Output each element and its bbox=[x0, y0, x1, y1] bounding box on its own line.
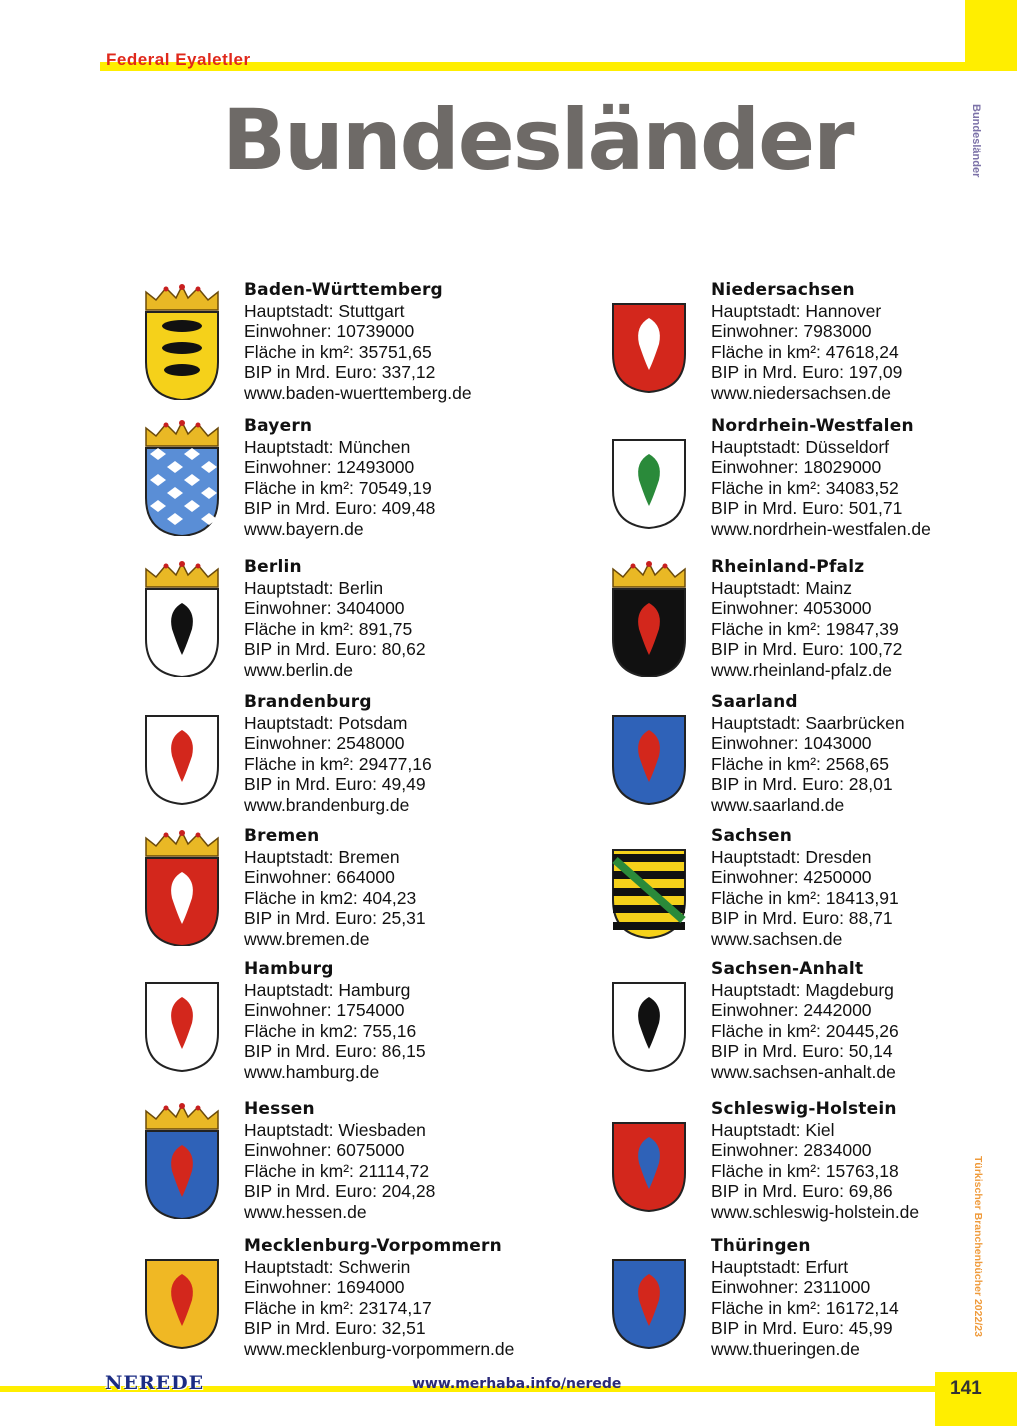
state-entry bbox=[607, 416, 1017, 551]
state-info bbox=[244, 280, 472, 403]
state-area: Fläche in km²: 47618,24 bbox=[711, 341, 899, 362]
side-tab-label: Bundesländer bbox=[970, 104, 982, 178]
mecklenburg-vorpommern-coat-of-arms-icon bbox=[140, 1250, 224, 1368]
state-area: Fläche in km²: 35751,65 bbox=[244, 341, 432, 362]
state-capital: Hauptstadt: Bremen bbox=[244, 846, 400, 867]
state-capital: Hauptstadt: Wiesbaden bbox=[244, 1119, 426, 1140]
state-info bbox=[244, 1099, 435, 1222]
state-capital: Hauptstadt: Dresden bbox=[711, 846, 872, 867]
state-capital: Hauptstadt: Düsseldorf bbox=[711, 436, 890, 457]
state-name: Thüringen bbox=[711, 1236, 811, 1256]
state-population: Einwohner: 4250000 bbox=[711, 867, 872, 887]
state-gdp: BIP in Mrd. Euro: 28,01 bbox=[711, 774, 893, 794]
state-entry bbox=[607, 280, 1017, 415]
state-gdp: BIP in Mrd. Euro: 50,14 bbox=[711, 1041, 893, 1061]
state-info bbox=[244, 959, 426, 1082]
state-area: Fläche in km²: 21114,72 bbox=[244, 1160, 430, 1181]
page-number: 141 bbox=[950, 1378, 982, 1399]
state-entry bbox=[140, 959, 600, 1094]
state-website[interactable]: www.bayern.de bbox=[244, 518, 364, 539]
state-entry bbox=[607, 826, 1017, 961]
state-population: Einwohner: 2442000 bbox=[711, 1000, 872, 1020]
state-website[interactable]: www.niedersachsen.de bbox=[711, 382, 891, 403]
state-population: Einwohner: 1043000 bbox=[711, 733, 872, 753]
state-population: Einwohner: 10739000 bbox=[244, 321, 415, 341]
nerede-logo[interactable]: NEREDE bbox=[105, 1372, 205, 1394]
state-area: Fläche in km²: 15763,18 bbox=[711, 1160, 899, 1181]
state-population: Einwohner: 12493000 bbox=[244, 457, 415, 477]
state-name: Baden-Württemberg bbox=[244, 280, 443, 300]
state-name: Schleswig-Holstein bbox=[711, 1099, 897, 1119]
state-population: Einwohner: 1754000 bbox=[244, 1000, 405, 1020]
state-website[interactable]: www.berlin.de bbox=[244, 659, 353, 680]
state-info bbox=[711, 1236, 899, 1359]
state-gdp: BIP in Mrd. Euro: 80,62 bbox=[244, 639, 426, 659]
state-website[interactable]: www.rheinland-pfalz.de bbox=[711, 659, 892, 680]
state-gdp: BIP in Mrd. Euro: 25,31 bbox=[244, 908, 426, 928]
state-capital: Hauptstadt: Hamburg bbox=[244, 979, 411, 1000]
state-population: Einwohner: 3404000 bbox=[244, 598, 405, 618]
schleswig-holstein-coat-of-arms-icon bbox=[607, 1113, 691, 1231]
state-entry bbox=[607, 1236, 1017, 1371]
state-area: Fläche in km²: 891,75 bbox=[244, 618, 413, 639]
sachsen-coat-of-arms-icon bbox=[607, 840, 691, 958]
state-info bbox=[711, 826, 899, 949]
state-capital: Hauptstadt: Stuttgart bbox=[244, 300, 405, 321]
state-gdp: BIP in Mrd. Euro: 49,49 bbox=[244, 774, 426, 794]
state-website[interactable]: www.schleswig-holstein.de bbox=[711, 1201, 920, 1222]
state-capital: Hauptstadt: Mainz bbox=[711, 577, 853, 598]
state-area: Fläche in km²: 16172,14 bbox=[711, 1297, 899, 1318]
state-area: Fläche in km²: 18413,91 bbox=[711, 887, 899, 908]
corner-accent bbox=[965, 0, 1017, 71]
state-capital: Hauptstadt: Saarbrücken bbox=[711, 712, 905, 733]
state-info bbox=[244, 692, 432, 815]
state-website[interactable]: www.saarland.de bbox=[711, 794, 845, 815]
state-population: Einwohner: 18029000 bbox=[711, 457, 882, 477]
state-capital: Hauptstadt: Erfurt bbox=[711, 1256, 849, 1277]
hamburg-coat-of-arms-icon bbox=[140, 973, 224, 1091]
state-name: Bayern bbox=[244, 416, 313, 436]
state-entry bbox=[607, 692, 1017, 827]
state-population: Einwohner: 4053000 bbox=[711, 598, 872, 618]
state-website[interactable]: www.hamburg.de bbox=[244, 1061, 380, 1082]
state-entry bbox=[140, 1099, 600, 1234]
state-area: Fläche in km²: 29477,16 bbox=[244, 753, 432, 774]
state-info bbox=[711, 557, 902, 680]
state-population: Einwohner: 1694000 bbox=[244, 1277, 405, 1297]
state-population: Einwohner: 664000 bbox=[244, 867, 395, 887]
state-info bbox=[711, 416, 931, 539]
state-info bbox=[244, 826, 426, 949]
berlin-coat-of-arms-icon bbox=[140, 559, 224, 677]
hessen-coat-of-arms-icon bbox=[140, 1101, 224, 1219]
state-website[interactable]: www.sachsen-anhalt.de bbox=[711, 1061, 896, 1082]
state-website[interactable]: www.baden-wuerttemberg.de bbox=[244, 382, 472, 403]
state-gdp: BIP in Mrd. Euro: 204,28 bbox=[244, 1181, 436, 1201]
state-name: Saarland bbox=[711, 692, 798, 712]
state-capital: Hauptstadt: Hannover bbox=[711, 300, 882, 321]
state-info bbox=[244, 557, 426, 680]
state-name: Brandenburg bbox=[244, 692, 372, 712]
state-gdp: BIP in Mrd. Euro: 501,71 bbox=[711, 498, 903, 518]
state-entry bbox=[607, 557, 1017, 692]
state-website[interactable]: www.brandenburg.de bbox=[244, 794, 410, 815]
bayern-coat-of-arms-icon bbox=[140, 418, 224, 536]
state-info bbox=[711, 280, 902, 403]
state-capital: Hauptstadt: Berlin bbox=[244, 577, 384, 598]
state-capital: Hauptstadt: Potsdam bbox=[244, 712, 408, 733]
state-capital: Hauptstadt: Schwerin bbox=[244, 1256, 411, 1277]
saarland-coat-of-arms-icon bbox=[607, 706, 691, 824]
state-website[interactable]: www.mecklenburg-vorpommern.de bbox=[244, 1338, 515, 1359]
state-entry bbox=[607, 959, 1017, 1094]
state-area: Fläche in km²: 70549,19 bbox=[244, 477, 432, 498]
state-name: Nordrhein-Westfalen bbox=[711, 416, 914, 436]
state-website[interactable]: www.bremen.de bbox=[244, 928, 370, 949]
publication-label: Türkischer Branchenbücher 2022/23 bbox=[972, 1156, 984, 1337]
state-info bbox=[244, 1236, 514, 1359]
footer-url[interactable]: www.merhaba.info/nerede bbox=[412, 1376, 622, 1392]
state-population: Einwohner: 2834000 bbox=[711, 1140, 872, 1160]
state-entry bbox=[140, 826, 600, 961]
state-name: Berlin bbox=[244, 557, 302, 577]
state-gdp: BIP in Mrd. Euro: 86,15 bbox=[244, 1041, 426, 1061]
state-name: Hamburg bbox=[244, 959, 334, 979]
state-area: Fläche in km²: 34083,52 bbox=[711, 477, 899, 498]
state-entry bbox=[607, 1099, 1017, 1234]
state-entry bbox=[140, 280, 600, 415]
state-name: Sachsen-Anhalt bbox=[711, 959, 864, 979]
state-area: Fläche in km²: 19847,39 bbox=[711, 618, 899, 639]
state-area: Fläche in km2: 755,16 bbox=[244, 1020, 417, 1041]
state-population: Einwohner: 6075000 bbox=[244, 1140, 405, 1160]
state-capital: Hauptstadt: Kiel bbox=[711, 1119, 835, 1140]
state-gdp: BIP in Mrd. Euro: 409,48 bbox=[244, 498, 436, 518]
state-info bbox=[244, 416, 435, 539]
state-population: Einwohner: 2311000 bbox=[711, 1277, 871, 1297]
niedersachsen-coat-of-arms-icon bbox=[607, 294, 691, 412]
rheinland-pfalz-coat-of-arms-icon bbox=[607, 559, 691, 677]
state-website[interactable]: www.thueringen.de bbox=[711, 1338, 860, 1359]
state-entry bbox=[140, 692, 600, 827]
thueringen-coat-of-arms-icon bbox=[607, 1250, 691, 1368]
state-population: Einwohner: 7983000 bbox=[711, 321, 872, 341]
state-capital: Hauptstadt: München bbox=[244, 436, 411, 457]
sachsen-anhalt-coat-of-arms-icon bbox=[607, 973, 691, 1091]
state-population: Einwohner: 2548000 bbox=[244, 733, 405, 753]
state-gdp: BIP in Mrd. Euro: 197,09 bbox=[711, 362, 903, 382]
state-entry bbox=[140, 416, 600, 551]
brandenburg-coat-of-arms-icon bbox=[140, 706, 224, 824]
state-area: Fläche in km²: 20445,26 bbox=[711, 1020, 899, 1041]
state-name: Mecklenburg-Vorpommern bbox=[244, 1236, 502, 1256]
baden-wuerttemberg-coat-of-arms-icon bbox=[140, 282, 224, 400]
state-name: Sachsen bbox=[711, 826, 793, 846]
state-gdp: BIP in Mrd. Euro: 45,99 bbox=[711, 1318, 893, 1338]
state-website[interactable]: www.nordrhein-westfalen.de bbox=[711, 518, 931, 539]
state-gdp: BIP in Mrd. Euro: 69,86 bbox=[711, 1181, 893, 1201]
state-info bbox=[711, 692, 905, 815]
state-gdp: BIP in Mrd. Euro: 88,71 bbox=[711, 908, 893, 928]
page-title: Bundesländer bbox=[222, 91, 853, 189]
state-entry bbox=[140, 557, 600, 692]
state-area: Fläche in km2: 404,23 bbox=[244, 887, 417, 908]
state-gdp: BIP in Mrd. Euro: 100,72 bbox=[711, 639, 903, 659]
state-name: Bremen bbox=[244, 826, 320, 846]
state-info bbox=[711, 1099, 919, 1222]
state-area: Fläche in km²: 23174,17 bbox=[244, 1297, 432, 1318]
state-gdp: BIP in Mrd. Euro: 337,12 bbox=[244, 362, 436, 382]
section-label: Federal Eyaletler bbox=[106, 50, 251, 69]
nordrhein-westfalen-coat-of-arms-icon bbox=[607, 430, 691, 548]
state-website[interactable]: www.sachsen.de bbox=[711, 928, 843, 949]
state-capital: Hauptstadt: Magdeburg bbox=[711, 979, 894, 1000]
state-gdp: BIP in Mrd. Euro: 32,51 bbox=[244, 1318, 426, 1338]
state-name: Niedersachsen bbox=[711, 280, 855, 300]
state-name: Hessen bbox=[244, 1099, 315, 1119]
state-info bbox=[711, 959, 899, 1082]
bremen-coat-of-arms-icon bbox=[140, 828, 224, 946]
state-website[interactable]: www.hessen.de bbox=[244, 1201, 367, 1222]
state-entry bbox=[140, 1236, 600, 1371]
state-name: Rheinland-Pfalz bbox=[711, 557, 865, 577]
state-area: Fläche in km²: 2568,65 bbox=[711, 753, 890, 774]
